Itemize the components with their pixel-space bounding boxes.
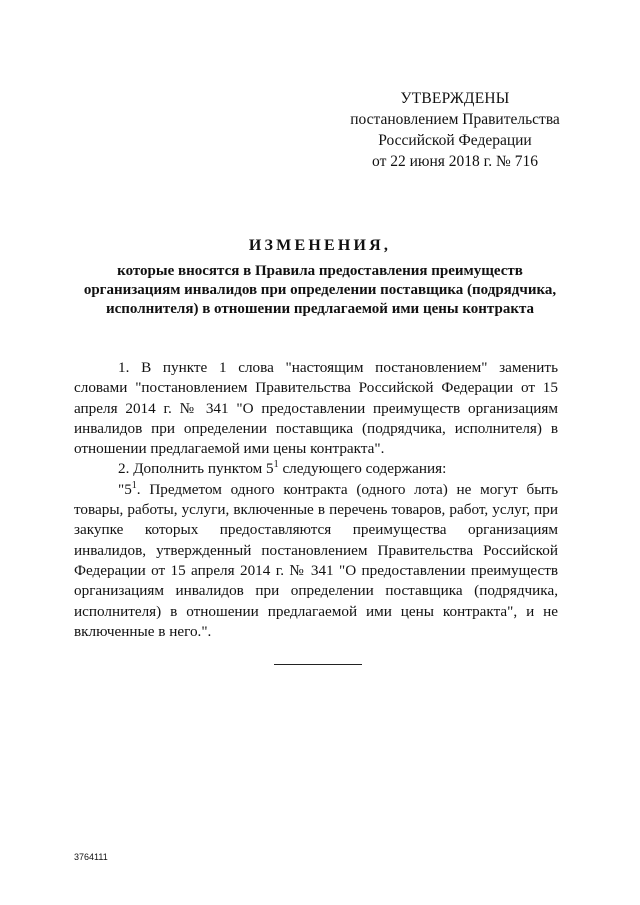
- document-body: [74, 358, 558, 642]
- item-1-paragraph: 1. В пункте 1 слова "настоящим постановлением" заменить словами "постановлением Правительства Российской Федерации от 15 апреля 2014 г. № 341 "О предоставлении преимуществ организациям инвалидов при определении поставщика (подрядчика, исполнителя) в отношении предлагаемой ими цены контракта".: [74, 359, 558, 458]
- subtitle-line-3: исполнителя) в отношении предлагаемой ими цены контракта: [105, 301, 535, 317]
- item-3-text-before: "5: [118, 480, 132, 498]
- item-2-paragraph: [74, 459, 558, 479]
- document-title: ИЗМЕНЕНИЯ,: [248, 237, 392, 254]
- closing-divider: [274, 664, 362, 665]
- document-code: 3764111: [74, 852, 108, 862]
- approval-line-2: Российской Федерации: [378, 132, 532, 149]
- approval-line-3: от 22 июня 2018 г. № 716: [372, 153, 538, 170]
- approval-line-1: постановлением Правительства: [350, 111, 560, 128]
- item-2-superscript: 1: [273, 459, 279, 471]
- document-subtitle: [80, 262, 560, 319]
- approval-stamp: [330, 88, 580, 172]
- item-3-text-after: . Предметом одного контракта (одного лота) не могут быть товары, работы, услуги, включенные в перечень товаров, работ, услуг, при закупке которых предоставляются преимущества организациям инвалидов, утвержденный постановлением Правительства Российской Федерации от 15 апреля 2014 г. № 341 "О предоставлении преимуществ организациям инвалидов при определении поставщика (подрядчика, исполнителя) в отношении предлагаемой ими цены контракта", и не включенные в него.".: [74, 480, 558, 640]
- approval-heading: УТВЕРЖДЕНЫ: [400, 90, 510, 107]
- subtitle-line-2: организациям инвалидов при определении поставщика (подрядчика,: [83, 282, 557, 298]
- subtitle-line-1: которые вносятся в Правила предоставления преимуществ: [117, 263, 523, 279]
- item-3-superscript: 1: [131, 479, 137, 491]
- item-2-text-before: 2. Дополнить пунктом 5: [118, 460, 274, 478]
- item-2-text-after: следующего содержания:: [278, 460, 447, 478]
- item-3-paragraph: [74, 480, 558, 642]
